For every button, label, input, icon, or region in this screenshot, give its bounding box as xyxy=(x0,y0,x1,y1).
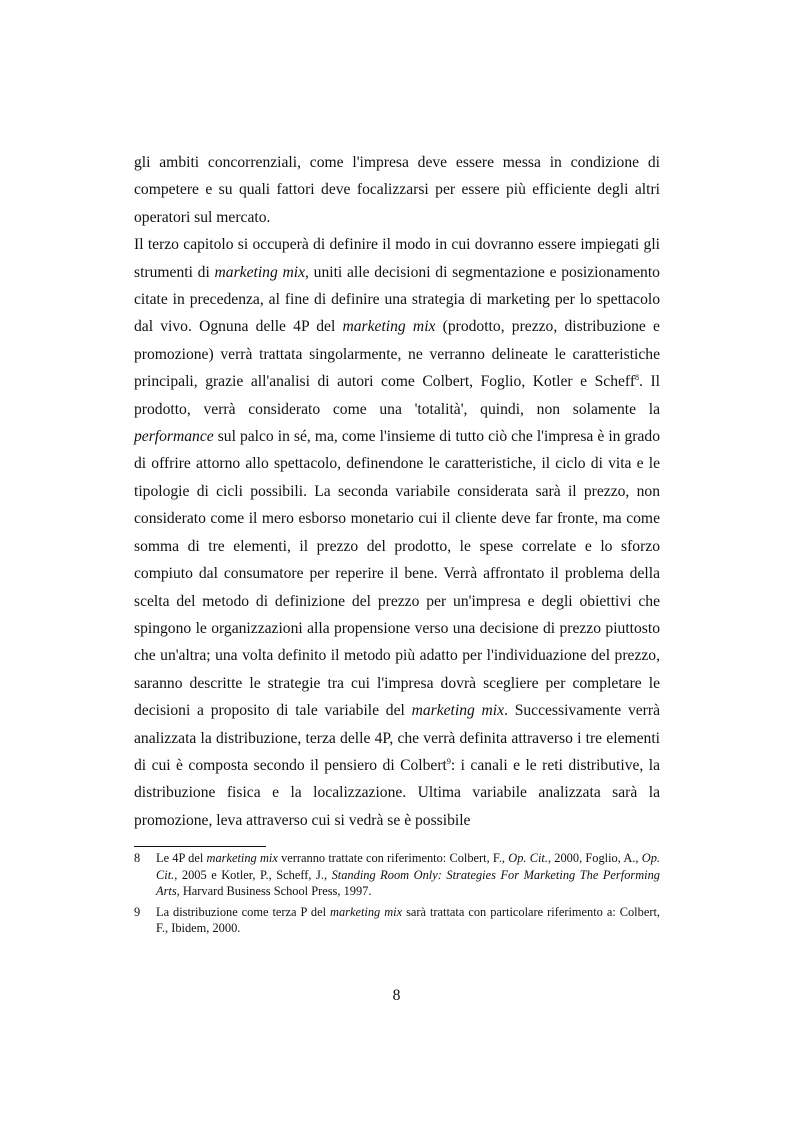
footnote-text-part: La distribuzione come terza P del xyxy=(156,904,331,919)
footnote-text-part: , Harvard Business School Press, 1997. xyxy=(176,884,372,899)
footnote-text xyxy=(156,904,660,937)
italic-term: marketing mix xyxy=(214,263,306,281)
footnote-ref-8[interactable]: 8 xyxy=(635,373,640,383)
footnotes xyxy=(134,850,660,941)
paragraph-2-text: sul palco in sé, ma, come l'insieme di tutto ciò che l'impresa è in grado di offrire attorno allo spettacolo, definendone le caratteristiche, il ciclo di vita e le tipologie di cicli possibili. La seconda variabile considerata sarà il prezzo, non considerato come il mero esborso monetario cui il cliente deve far fronte, ma come somma di tre elementi, il prezzo del prodotto, le spese correlate e lo sforzo compiuto dal consumatore per reperire il bene. Verrà affrontato il problema della scelta del metodo di definizione del prezzo per un'impresa e degli obiettivi che spingono le organizzazioni alla propensione verso una decisione di prezzo piuttosto che un'altra; una volta definito il metodo più adatto per l'individuazione del prezzo, saranno descritte le strategie tra cui l'impresa dovrà scegliere per completare le decisioni a proposito di tale variabile del xyxy=(134,428,660,720)
italic-term: performance xyxy=(134,428,214,446)
paragraph-2-text: . Il prodotto, verrà considerato come una 'totalità', quindi, non solamente la xyxy=(134,373,660,418)
paragraph-2-text: : i canali e le reti distributive, la distribuzione fisica e la localizzazione. Ultima variabile analizzata sarà la promozione, leva attraverso cui si vedrà se è possibile xyxy=(134,756,661,829)
italic-term: marketing mix xyxy=(411,702,505,720)
footnote-text-part: , 2005 e Kotler, P., Scheff, J., xyxy=(174,867,332,882)
body-text xyxy=(134,149,660,834)
footnote-number: 9 xyxy=(134,904,141,919)
paragraph-2-text: Il terzo capitolo si occuperà di definire il modo in cui dovranno essere impiegati gli strumenti di xyxy=(134,236,660,281)
footnote-number: 8 xyxy=(134,851,141,865)
footnote-text xyxy=(156,850,660,900)
paragraph-2-text: . Successivamente verrà analizzata la distribuzione, terza delle 4P, che verrà definita attraverso i tre elementi di cui è composta secondo il pensiero di Colbert xyxy=(134,702,660,774)
footnote-italic: marketing mix xyxy=(330,904,403,919)
footnote-text-part: , 2000, Foglio, A., xyxy=(547,851,642,865)
paragraph-2-text: , uniti alle decisioni di segmentazione e posizionamento citate in precedenza, al fine di definire una strategia di marketing per lo spettacolo dal vivo. Ognuna delle 4P del xyxy=(134,263,660,336)
footnote-ref-9[interactable]: 9 xyxy=(446,756,451,766)
footnote-italic: Op. Cit. xyxy=(508,851,548,865)
footnote-9 xyxy=(134,904,660,937)
paragraph-2-text: (prodotto, prezzo, distribuzione e promozione) verrà trattata singolarmente, ne verranno delineate le caratteristiche principali, grazie all'analisi di autori come Colbert, Foglio, Kotler e Scheff xyxy=(134,318,660,391)
paragraph-1-text: gli ambiti concorrenziali, come l'impresa deve essere messa in condizione di competere e su quali fattori deve focalizzarsi per essere più efficiente degli altri operatori sul mercato. xyxy=(134,154,660,226)
footnote-italic: Standing Room Only: Strategies For Marketing The Performing Arts xyxy=(156,867,660,899)
footnote-italic: Op. Cit. xyxy=(156,851,660,882)
italic-term: marketing mix xyxy=(342,318,436,336)
paragraph-1 xyxy=(134,149,660,231)
footnote-text-part: Le 4P del xyxy=(156,851,207,865)
footnote-text-part: sarà trattata con particolare riferimento a: Colbert, F., Ibidem, 2000. xyxy=(156,904,660,936)
footnote-separator xyxy=(134,846,266,847)
footnote-8 xyxy=(134,850,660,900)
paragraph-2 xyxy=(134,231,660,834)
footnote-italic: marketing mix xyxy=(206,851,278,865)
page-number: 8 xyxy=(392,987,401,1004)
footnote-text-part: verranno trattate con riferimento: Colbert, F., xyxy=(277,851,509,865)
